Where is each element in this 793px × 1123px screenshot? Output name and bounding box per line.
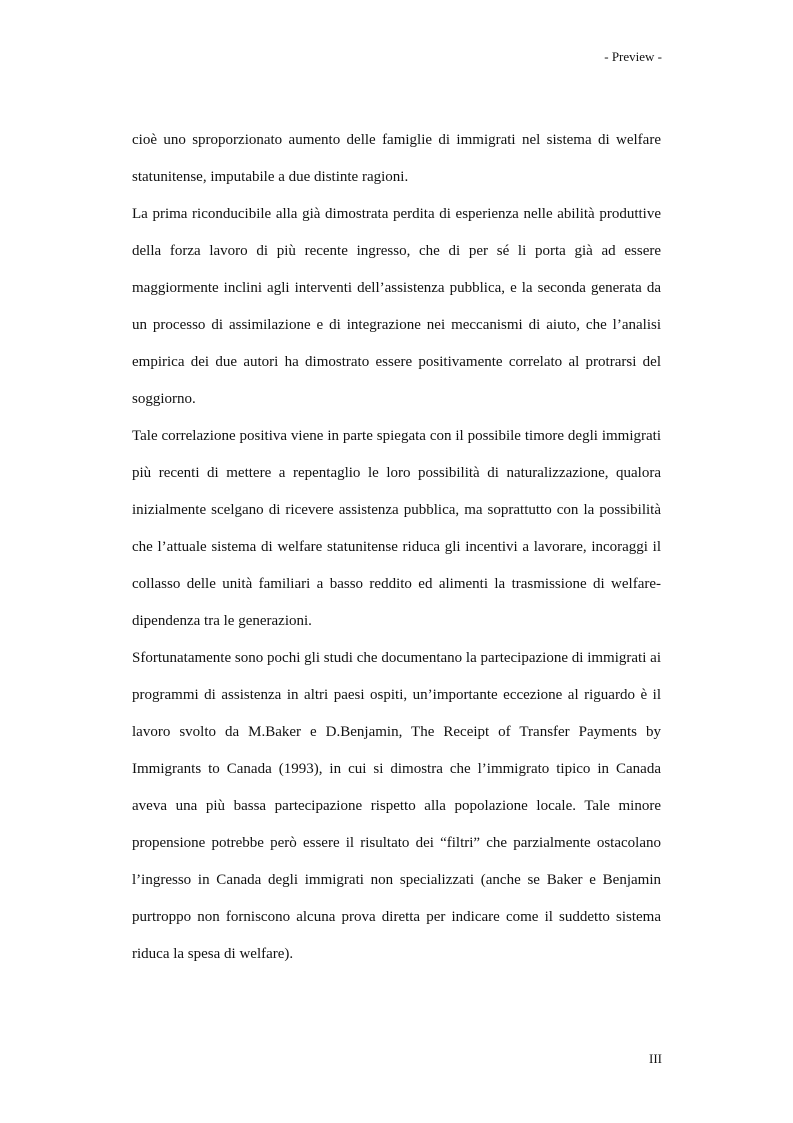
document-body (132, 122, 661, 973)
paragraph: Sfortunatamente sono pochi gli studi che documentano la partecipazione di immigrati ai programmi di assistenza in altri paesi ospiti, un’importante eccezione al riguardo è il lavoro svolto da M.Baker e D.Benjamin, The Receipt of Transfer Payments by Immigrants to Canada (1993), in cui si dimostra che l’immigrato tipico in Canada aveva una più bassa partecipazione rispetto alla popolazione locale. Tale minore propensione potrebbe però essere il risultato dei “filtri” che parzialmente ostacolano l’ingresso in Canada degli immigrati non specializzati (anche se Baker e Benjamin purtroppo non forniscono alcuna prova diretta per indicare come il suddetto sistema riduca la spesa di welfare). (132, 650, 661, 962)
paragraph: La prima riconducibile alla già dimostrata perdita di esperienza nelle abilità produttive della forza lavoro di più recente ingresso, che di per sé li porta già ad essere maggiormente inclini agli interventi dell’assistenza pubblica, e la seconda generata da un processo di assimilazione e di integrazione nei meccanismi di aiuto, che l’analisi empirica dei due autori ha dimostrato essere positivamente correlato al protrarsi del soggiorno. (132, 206, 661, 407)
preview-header: - Preview - (604, 49, 662, 64)
paragraph: Tale correlazione positiva viene in parte spiegata con il possibile timore degli immigrati più recenti di mettere a repentaglio le loro possibilità di naturalizzazione, qualora inizialmente scelgano di ricevere assistenza pubblica, ma soprattutto con la possibilità che l’attuale sistema di welfare statunitense riduca gli incentivi a lavorare, incoraggi il collasso delle unità familiari a basso reddito ed alimenti la trasmissione di welfare-dipendenza tra le generazioni. (132, 428, 661, 629)
page-number: III (649, 1051, 662, 1066)
paragraph: cioè uno sproporzionato aumento delle famiglie di immigrati nel sistema di welfare statunitense, imputabile a due distinte ragioni. (132, 132, 661, 185)
